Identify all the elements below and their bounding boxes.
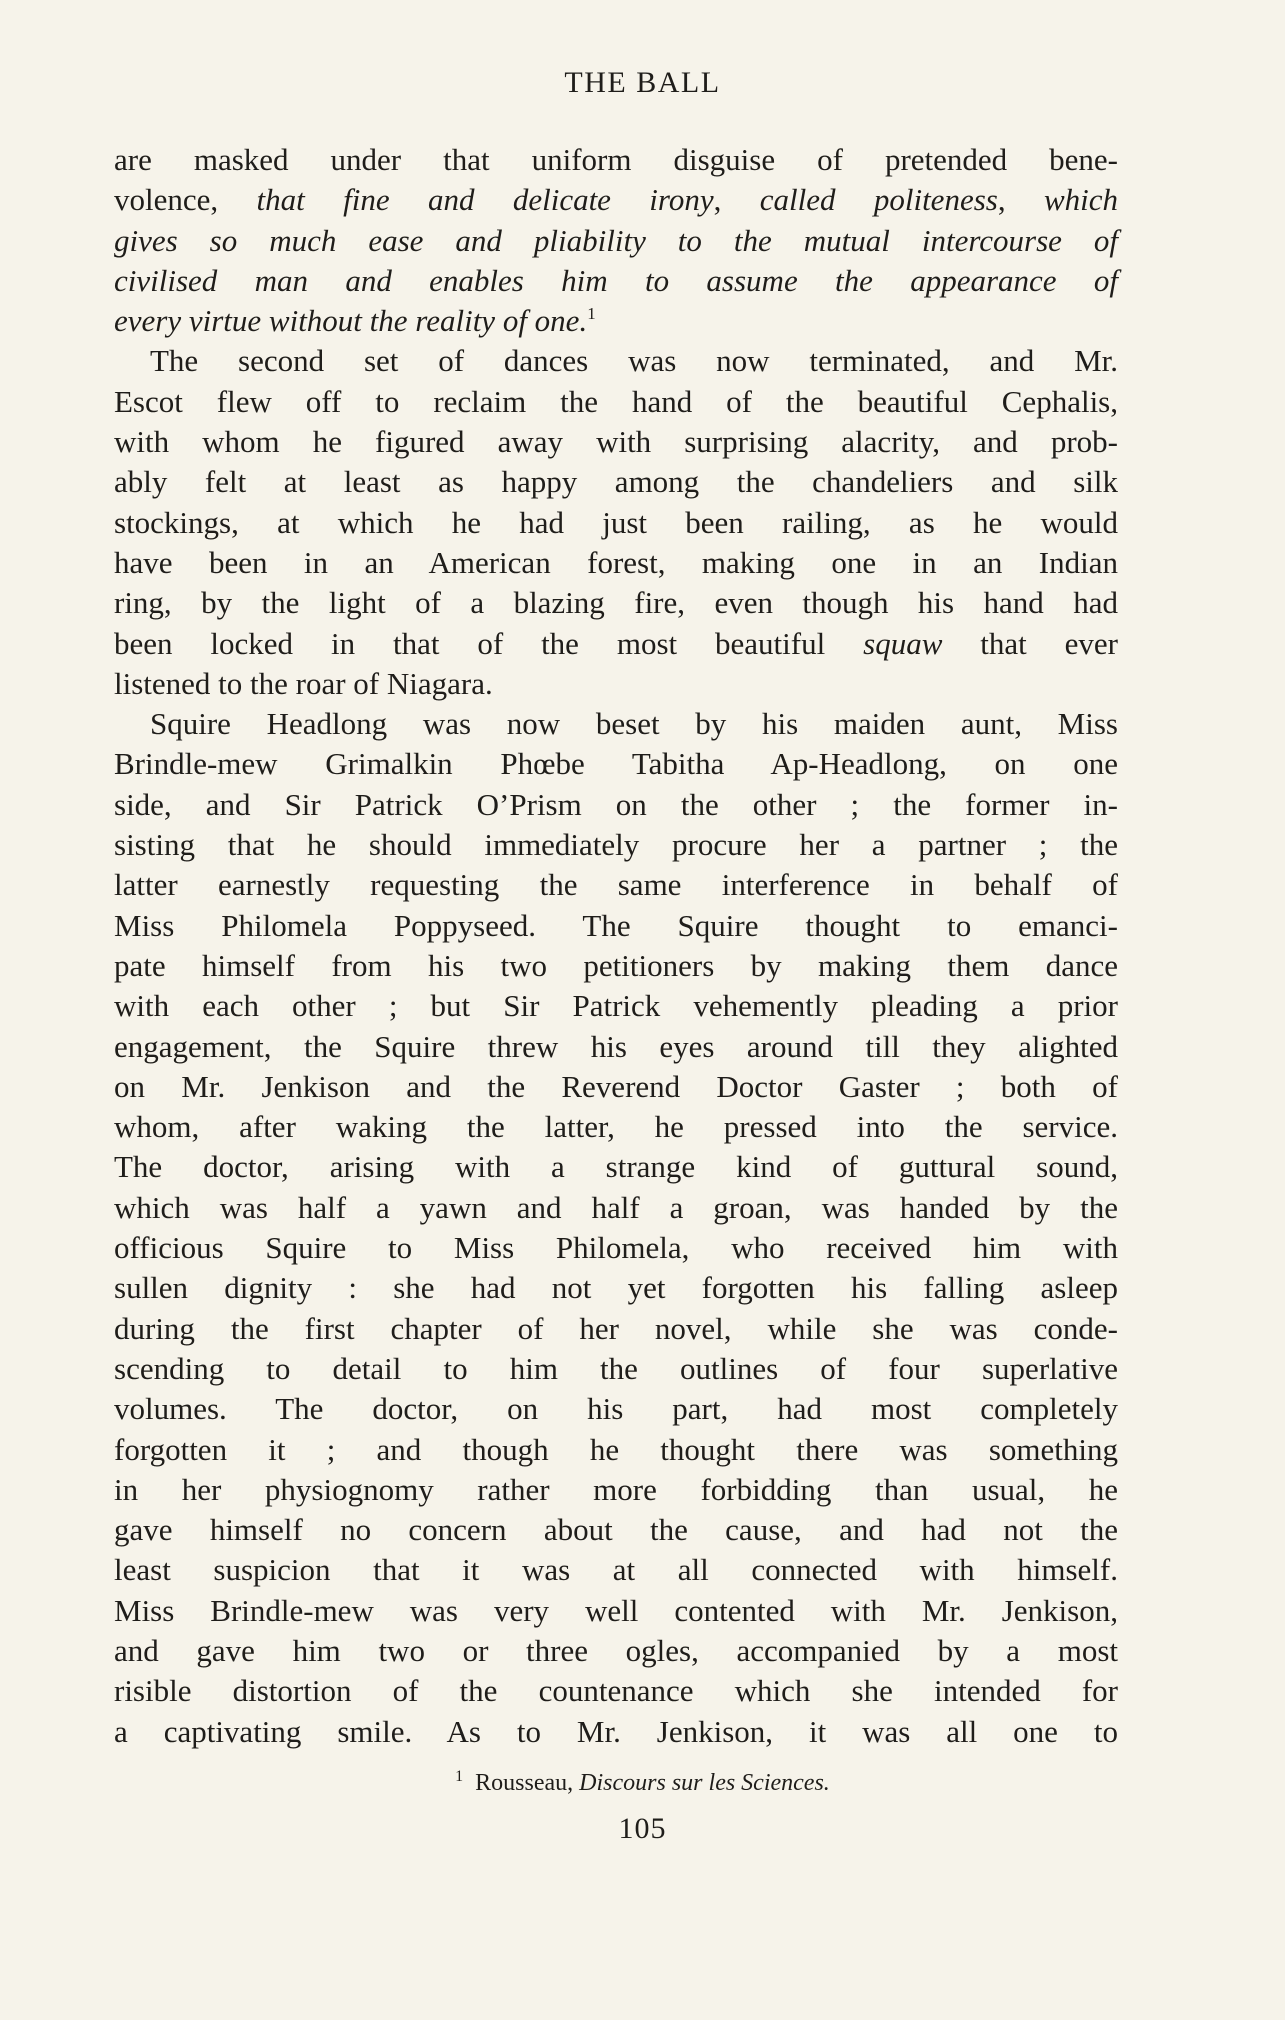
- text-run: ring, by the light of a blazing fire, even though his hand had: [114, 585, 1118, 621]
- text-line: [114, 301, 1118, 341]
- text-run: Squire Headlong was now beset by his maiden aunt, Miss: [150, 706, 1118, 742]
- text-run: stockings, at which he had just been railing, as he would: [114, 504, 1118, 540]
- text-run: ably felt at least as happy among the chandeliers and silk: [114, 464, 1118, 500]
- text-line: [114, 986, 1118, 1026]
- footnote: [0, 1768, 1285, 1797]
- text-line: [114, 1470, 1118, 1510]
- text-line: [114, 1671, 1118, 1711]
- text-line: [114, 1268, 1118, 1308]
- text-line: [114, 180, 1118, 220]
- text-run: forgotten it ; and though he thought there was something: [114, 1431, 1118, 1467]
- text-run: whom, after waking the latter, he pressed into the service.: [114, 1109, 1118, 1145]
- text-line: [114, 1147, 1118, 1187]
- text-line: [114, 704, 1118, 744]
- text-run: are masked under that uniform disguise of pretended bene-: [114, 142, 1118, 177]
- text-line: [114, 583, 1118, 623]
- text-run: which was half a yawn and half a groan, was handed by the: [114, 1189, 1118, 1225]
- text-run: in her physiognomy rather more forbidding than usual, he: [114, 1471, 1118, 1507]
- text-line: [114, 462, 1118, 502]
- text-run: with each other ; but Sir Patrick vehemently pleading a prior: [114, 988, 1118, 1024]
- footnote-author: Rousseau,: [475, 1770, 574, 1796]
- text-line: [114, 1188, 1118, 1228]
- text-run: sisting that he should immediately procure her a partner ; the: [114, 827, 1118, 863]
- text-run: gave himself no concern about the cause, and had not the: [114, 1512, 1118, 1548]
- text-line: [114, 341, 1118, 381]
- text-line: [114, 1631, 1118, 1671]
- text-line: [114, 1228, 1118, 1268]
- footnote-title: Discours sur les Sciences.: [579, 1770, 830, 1796]
- text-line: [114, 382, 1118, 422]
- running-head: THE BALL: [564, 66, 721, 99]
- text-run: latter earnestly requesting the same interference in behalf of: [114, 867, 1118, 903]
- text-line: [114, 1712, 1118, 1752]
- text-line: [114, 1349, 1118, 1389]
- text-run: and gave him two or three ogles, accompanied by a most: [114, 1632, 1118, 1668]
- footnote-marker: 1: [455, 1768, 464, 1785]
- italic-text: called politeness: [759, 182, 998, 218]
- text-run: pate himself from his two petitioners by making them dance: [114, 947, 1118, 983]
- text-line: [114, 744, 1118, 784]
- text-line: [114, 1550, 1118, 1590]
- text-run: Escot flew off to reclaim the hand of the beautiful Cephalis,: [114, 383, 1118, 419]
- text-line: [114, 1591, 1118, 1631]
- italic-text: civilised man and enables him to assume the appearance of: [114, 262, 1118, 298]
- text-line: [114, 1027, 1118, 1067]
- text-line: [114, 261, 1118, 301]
- italic-text: squaw: [863, 625, 943, 661]
- text-run: with whom he figured away with surprising alacrity, and prob-: [114, 424, 1118, 460]
- text-line: [114, 1510, 1118, 1550]
- text-line: [114, 624, 1118, 664]
- text-run: listened to the roar of Niagara.: [114, 665, 493, 701]
- text-line: [114, 1389, 1118, 1429]
- text-run: that ever: [942, 625, 1119, 661]
- text-run: scending to detail to him the outlines of four superlative: [114, 1350, 1118, 1386]
- text-line: [114, 1430, 1118, 1470]
- text-line: [114, 946, 1118, 986]
- text-run: Brindle-mew Grimalkin Phœbe Tabitha Ap-Headlong, on one: [114, 746, 1118, 782]
- text-line: [114, 1107, 1118, 1147]
- footnote-reference: 1: [587, 304, 596, 324]
- text-run: a captivating smile. As to Mr. Jenkison, it was all one to: [114, 1713, 1118, 1749]
- italic-text: that fine and delicate irony: [256, 182, 714, 218]
- text-run: The second set of dances was now terminated, and Mr.: [150, 343, 1118, 379]
- text-run: sullen dignity : she had not yet forgotten his falling asleep: [114, 1270, 1118, 1306]
- text-run: have been in an American forest, making one in an Indian: [114, 544, 1118, 580]
- text-run: engagement, the Squire threw his eyes around till they alighted: [114, 1028, 1118, 1064]
- text-line: [114, 503, 1118, 543]
- text-run: least suspicion that it was at all connected with himself.: [114, 1552, 1118, 1588]
- text-line: [114, 1067, 1118, 1107]
- text-line: [114, 221, 1118, 261]
- text-run: been locked in that of the most beautiful: [114, 625, 864, 661]
- body-text: [114, 140, 1118, 1752]
- text-line: [114, 543, 1118, 583]
- text-line: [114, 865, 1118, 905]
- text-run: Miss Philomela Poppyseed. The Squire thought to emanci-: [114, 907, 1118, 943]
- italic-text: gives so much ease and pliability to the mutual intercourse of: [114, 222, 1118, 258]
- text-run: risible distortion of the countenance which she intended for: [114, 1673, 1118, 1709]
- italic-text: every virtue without the reality of one.: [114, 303, 588, 339]
- text-line: [114, 906, 1118, 946]
- text-line: [114, 785, 1118, 825]
- text-run: officious Squire to Miss Philomela, who received him with: [114, 1230, 1118, 1266]
- text-run: during the first chapter of her novel, while she was conde-: [114, 1310, 1118, 1346]
- text-run: volence,: [114, 182, 257, 218]
- text-run: ,: [997, 182, 1044, 218]
- text-run: on Mr. Jenkison and the Reverend Doctor Gaster ; both of: [114, 1068, 1118, 1104]
- text-run: The doctor, arising with a strange kind of guttural sound,: [114, 1149, 1118, 1185]
- text-line: [114, 1309, 1118, 1349]
- italic-text: which: [1043, 182, 1119, 218]
- text-run: ,: [713, 182, 760, 218]
- text-run: Miss Brindle-mew was very well contented with Mr. Jenkison,: [114, 1592, 1118, 1628]
- page-number: 105: [618, 1812, 667, 1845]
- text-line: [114, 422, 1118, 462]
- text-line: [114, 664, 1118, 704]
- text-line: [114, 140, 1118, 180]
- text-line: [114, 825, 1118, 865]
- text-run: side, and Sir Patrick O’Prism on the other ; the former in-: [114, 786, 1118, 822]
- text-run: volumes. The doctor, on his part, had most completely: [114, 1391, 1118, 1427]
